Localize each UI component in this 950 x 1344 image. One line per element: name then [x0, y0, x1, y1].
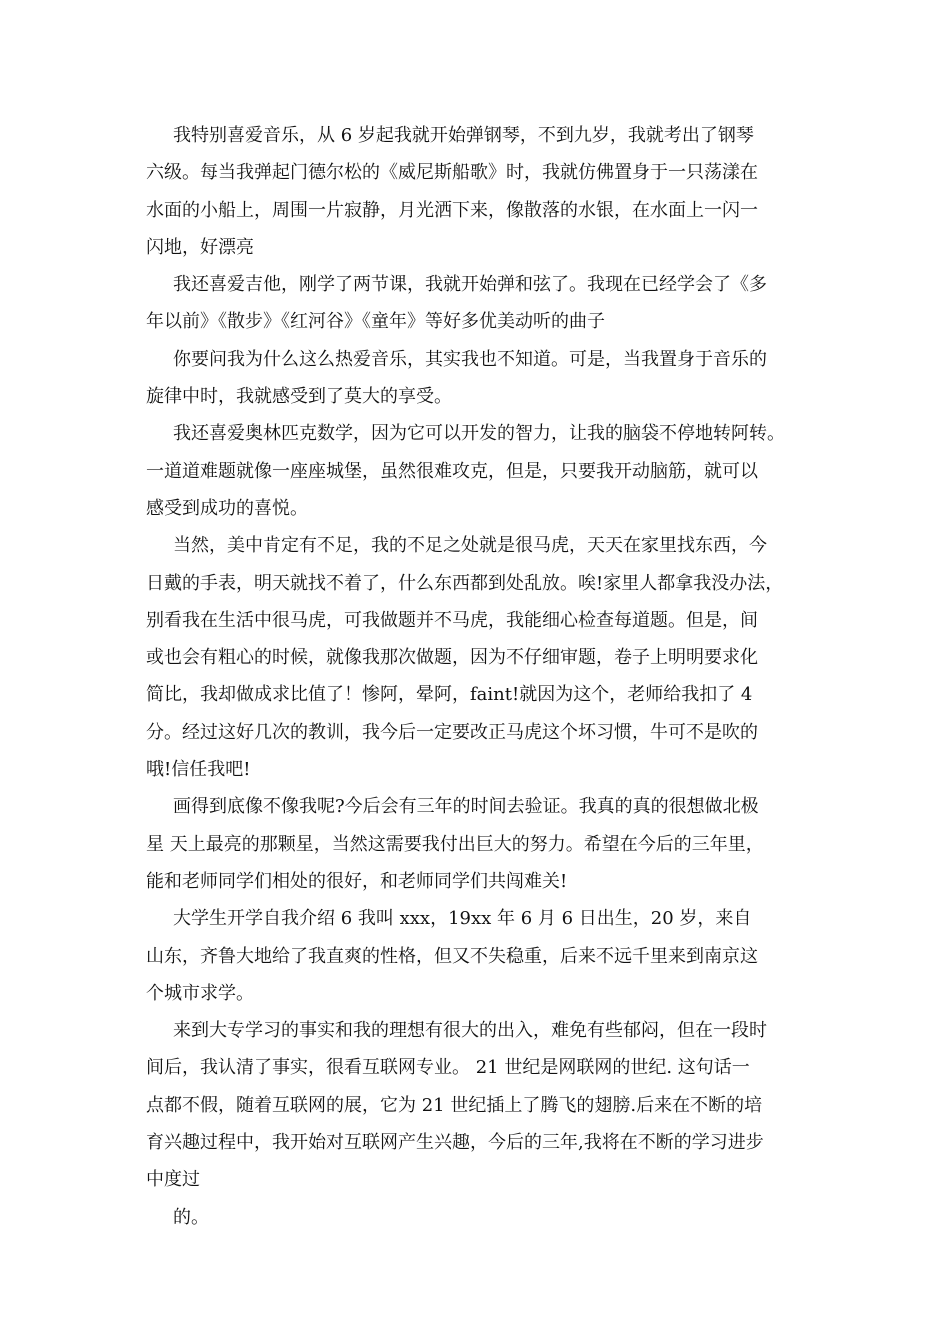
paragraph — [146, 341, 808, 416]
text-line: 当然，美中肯定有不足，我的不足之处就是很马虎，天天在家里找东西，今 — [173, 535, 767, 557]
text-line: 点都不假，随着互联网的展，它为 21 世纪插上了腾飞的翅膀.后来在不断的培 — [146, 1094, 763, 1116]
text-line: 闪地，好漂亮 — [146, 236, 254, 258]
text-line: 山东，齐鲁大地给了我直爽的性格，但又不失稳重，后来不远千里来到南京这 — [146, 945, 758, 967]
paragraph — [146, 788, 808, 900]
text-line: 年以前》《散步》《红河谷》《童年》等好多优美动听的曲子 — [146, 311, 605, 333]
text-line: 分。经过这好几次的教训，我今后一定要改正马虎这个坏习惯，牛可不是吹的 — [146, 721, 758, 743]
text-line: 我还喜爱吉他，刚学了两节课，我就开始弹和弦了。我现在已经学会了《多 — [173, 274, 767, 296]
paragraph — [146, 1012, 808, 1198]
text-line: 中度过 — [146, 1169, 200, 1191]
text-line: 个城市求学。 — [146, 982, 254, 1004]
document-body — [146, 117, 808, 1236]
text-line: 日戴的手表，明天就找不着了，什么东西都到处乱放。唉!家里人都拿我没办法， — [146, 572, 784, 594]
text-line: 简比，我却做成求比值了！惨阿，晕阿，faint!就因为这个，老师给我扣了 4 — [146, 684, 753, 706]
text-line: 我还喜爱奥林匹克数学，因为它可以开发的智力，让我的脑袋不停地转阿转。 — [173, 423, 785, 445]
text-line: 星 天上最亮的那颗星，当然这需要我付出巨大的努力。希望在今后的三年里， — [146, 833, 764, 855]
text-line: 感受到成功的喜悦。 — [146, 497, 308, 519]
text-line: 来到大专学习的事实和我的理想有很大的出入，难免有些郁闷，但在一段时 — [173, 1020, 767, 1042]
text-line: 育兴趣过程中，我开始对互联网产生兴趣，今后的三年,我将在不断的学习进步 — [146, 1132, 764, 1154]
text-line: 六级。每当我弹起门德尔松的《威尼斯船歌》时，我就仿佛置身于一只荡漾在 — [146, 162, 758, 184]
paragraph — [146, 266, 808, 341]
paragraph — [146, 415, 808, 527]
text-line: 画得到底像不像我呢?今后会有三年的时间去验证。我真的真的很想做北极 — [173, 796, 759, 818]
text-line: 间后，我认清了事实，很看互联网专业。 21 世纪是网联网的世纪. 这句话一 — [146, 1057, 750, 1079]
text-line: 或也会有粗心的时候，就像我那次做题，因为不仔细审题，卷子上明明要求化 — [146, 647, 758, 669]
text-line: 别看我在生活中很马虎，可我做题并不马虎，我能细心检查每道题。但是，间 — [146, 609, 758, 631]
paragraph — [146, 527, 808, 788]
paragraph — [146, 900, 808, 1012]
text-line: 大学生开学自我介绍 6 我叫 xxx，19xx 年 6 月 6 日出生，20 岁，来自 — [173, 908, 752, 930]
text-line: 能和老师同学们相处的很好，和老师同学们共闯难关! — [146, 870, 568, 892]
text-line: 你要问我为什么这么热爱音乐，其实我也不知道。可是，当我置身于音乐的 — [173, 348, 767, 370]
paragraph — [146, 117, 808, 266]
text-line: 一道道难题就像一座座城堡，虽然很难攻克，但是，只要我开动脑筋，就可以 — [146, 460, 758, 482]
text-line: 水面的小船上，周围一片寂静，月光洒下来，像散落的水银，在水面上一闪一 — [146, 199, 758, 221]
text-line: 旋律中时，我就感受到了莫大的享受。 — [146, 386, 452, 408]
text-line: 哦!信任我吧! — [146, 759, 251, 781]
text-line: 的。 — [173, 1206, 209, 1228]
text-line: 我特别喜爱音乐，从 6 岁起我就开始弹钢琴，不到九岁，我就考出了钢琴 — [173, 125, 754, 146]
paragraph — [146, 1199, 808, 1236]
